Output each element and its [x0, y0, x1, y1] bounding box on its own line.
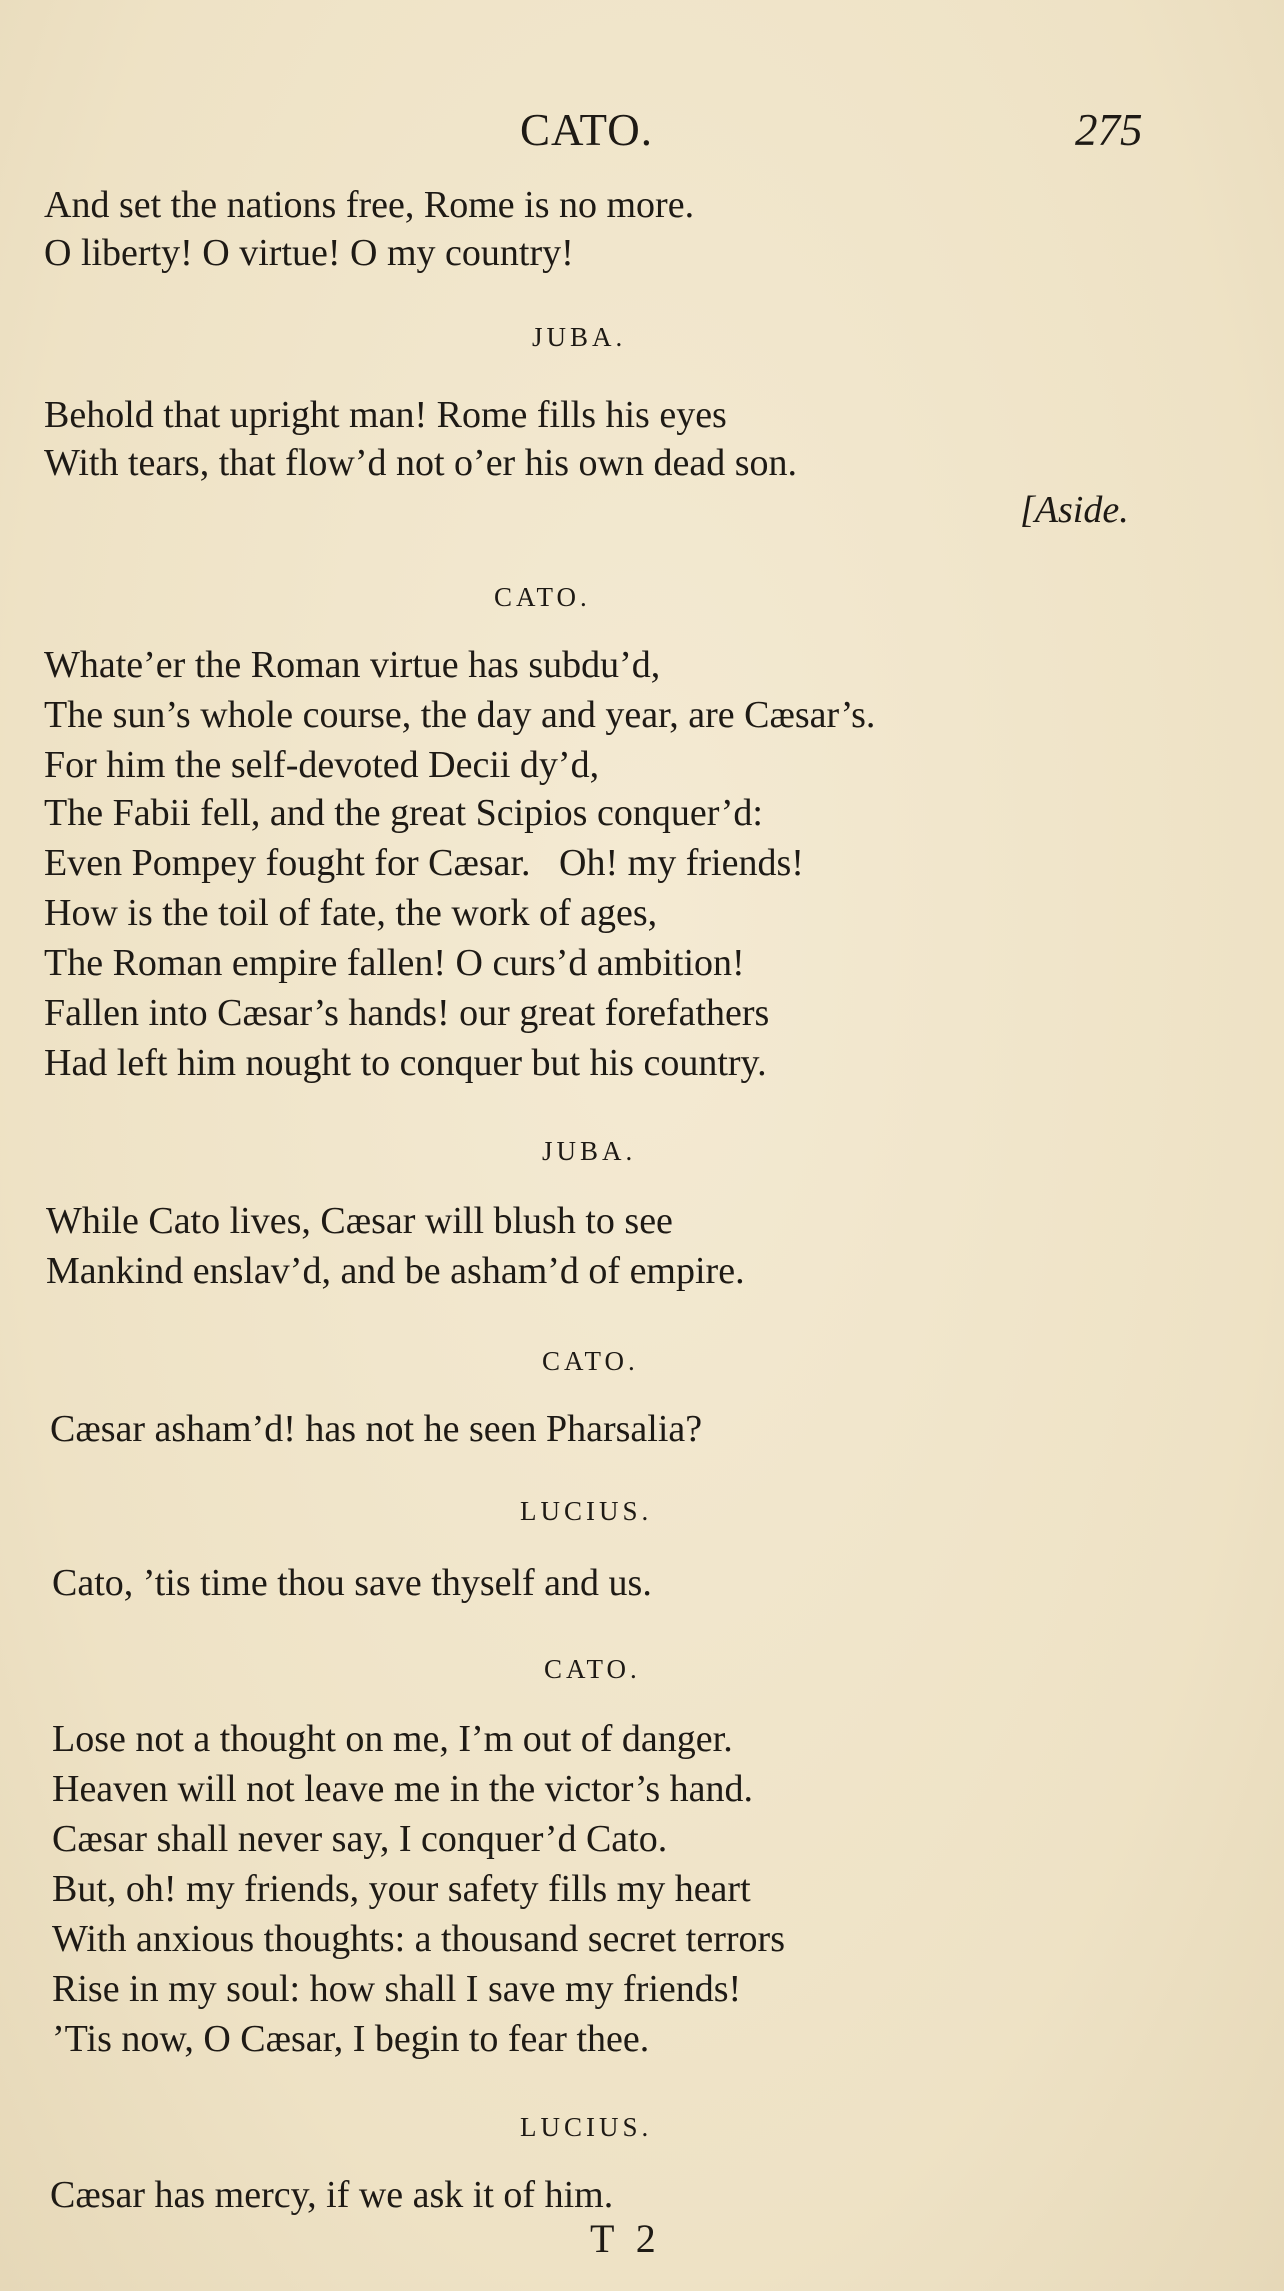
verse-line: How is the toil of fate, the work of ages, [44, 892, 658, 934]
speaker-heading: JUBA. [532, 322, 627, 352]
running-head [0, 104, 1284, 164]
verse-line: With tears, that flow’d not o’er his own dead son. [44, 442, 798, 484]
speaker-heading: LUCIUS. [520, 2112, 653, 2142]
signature-mark: T 2 [590, 2216, 662, 2261]
speaker-heading: LUCIUS. [520, 1496, 653, 1526]
verse-line: The Roman empire fallen! O curs’d ambition! [44, 942, 745, 984]
verse-line: Heaven will not leave me in the victor’s hand. [52, 1768, 754, 1810]
verse-line: Mankind enslav’d, and be asham’d of empire. [46, 1250, 745, 1292]
verse-line: For him the self-devoted Decii dy’d, [44, 744, 600, 786]
speaker-heading: CATO. [542, 1346, 639, 1376]
running-title: CATO. [520, 105, 653, 155]
verse-line: Cæsar has mercy, if we ask it of him. [50, 2174, 614, 2216]
verse-line: While Cato lives, Cæsar will blush to see [46, 1200, 673, 1242]
verse-line: Cato, ’tis time thou save thyself and us. [52, 1562, 652, 1604]
verse-line: ’Tis now, O Cæsar, I begin to fear thee. [52, 2018, 650, 2060]
verse-line: Rise in my soul: how shall I save my friends! [52, 1968, 742, 2010]
verse-line: But, oh! my friends, your safety fills my heart [52, 1868, 751, 1910]
speaker-heading: JUBA. [542, 1136, 637, 1166]
verse-line: And set the nations free, Rome is no more. [44, 184, 695, 226]
verse-line: Cæsar shall never say, I conquer’d Cato. [52, 1818, 668, 1860]
verse-line: Whate’er the Roman virtue has subdu’d, [44, 644, 661, 686]
speaker-heading: CATO. [494, 582, 591, 612]
speaker-heading: CATO. [544, 1654, 641, 1684]
verse-line: The sun’s whole course, the day and year, are Cæsar’s. [44, 694, 876, 736]
verse-line: Cæsar asham’d! has not he seen Pharsalia? [50, 1408, 703, 1450]
stage-direction: [Aside. [1020, 489, 1129, 531]
verse-line: The Fabii fell, and the great Scipios conquer’d: [44, 792, 763, 834]
verse-line: Lose not a thought on me, I’m out of danger. [52, 1718, 733, 1760]
verse-line: With anxious thoughts: a thousand secret terrors [52, 1918, 785, 1960]
verse-line: Had left him nought to conquer but his country. [44, 1042, 767, 1084]
verse-line: Fallen into Cæsar’s hands! our great forefathers [44, 992, 770, 1034]
verse-line: Behold that upright man! Rome fills his eyes [44, 394, 727, 436]
page-number: 275 [1075, 105, 1143, 155]
verse-line: O liberty! O virtue! O my country! [44, 232, 574, 274]
verse-line: Even Pompey fought for Cæsar. Oh! my friends! [44, 842, 804, 884]
